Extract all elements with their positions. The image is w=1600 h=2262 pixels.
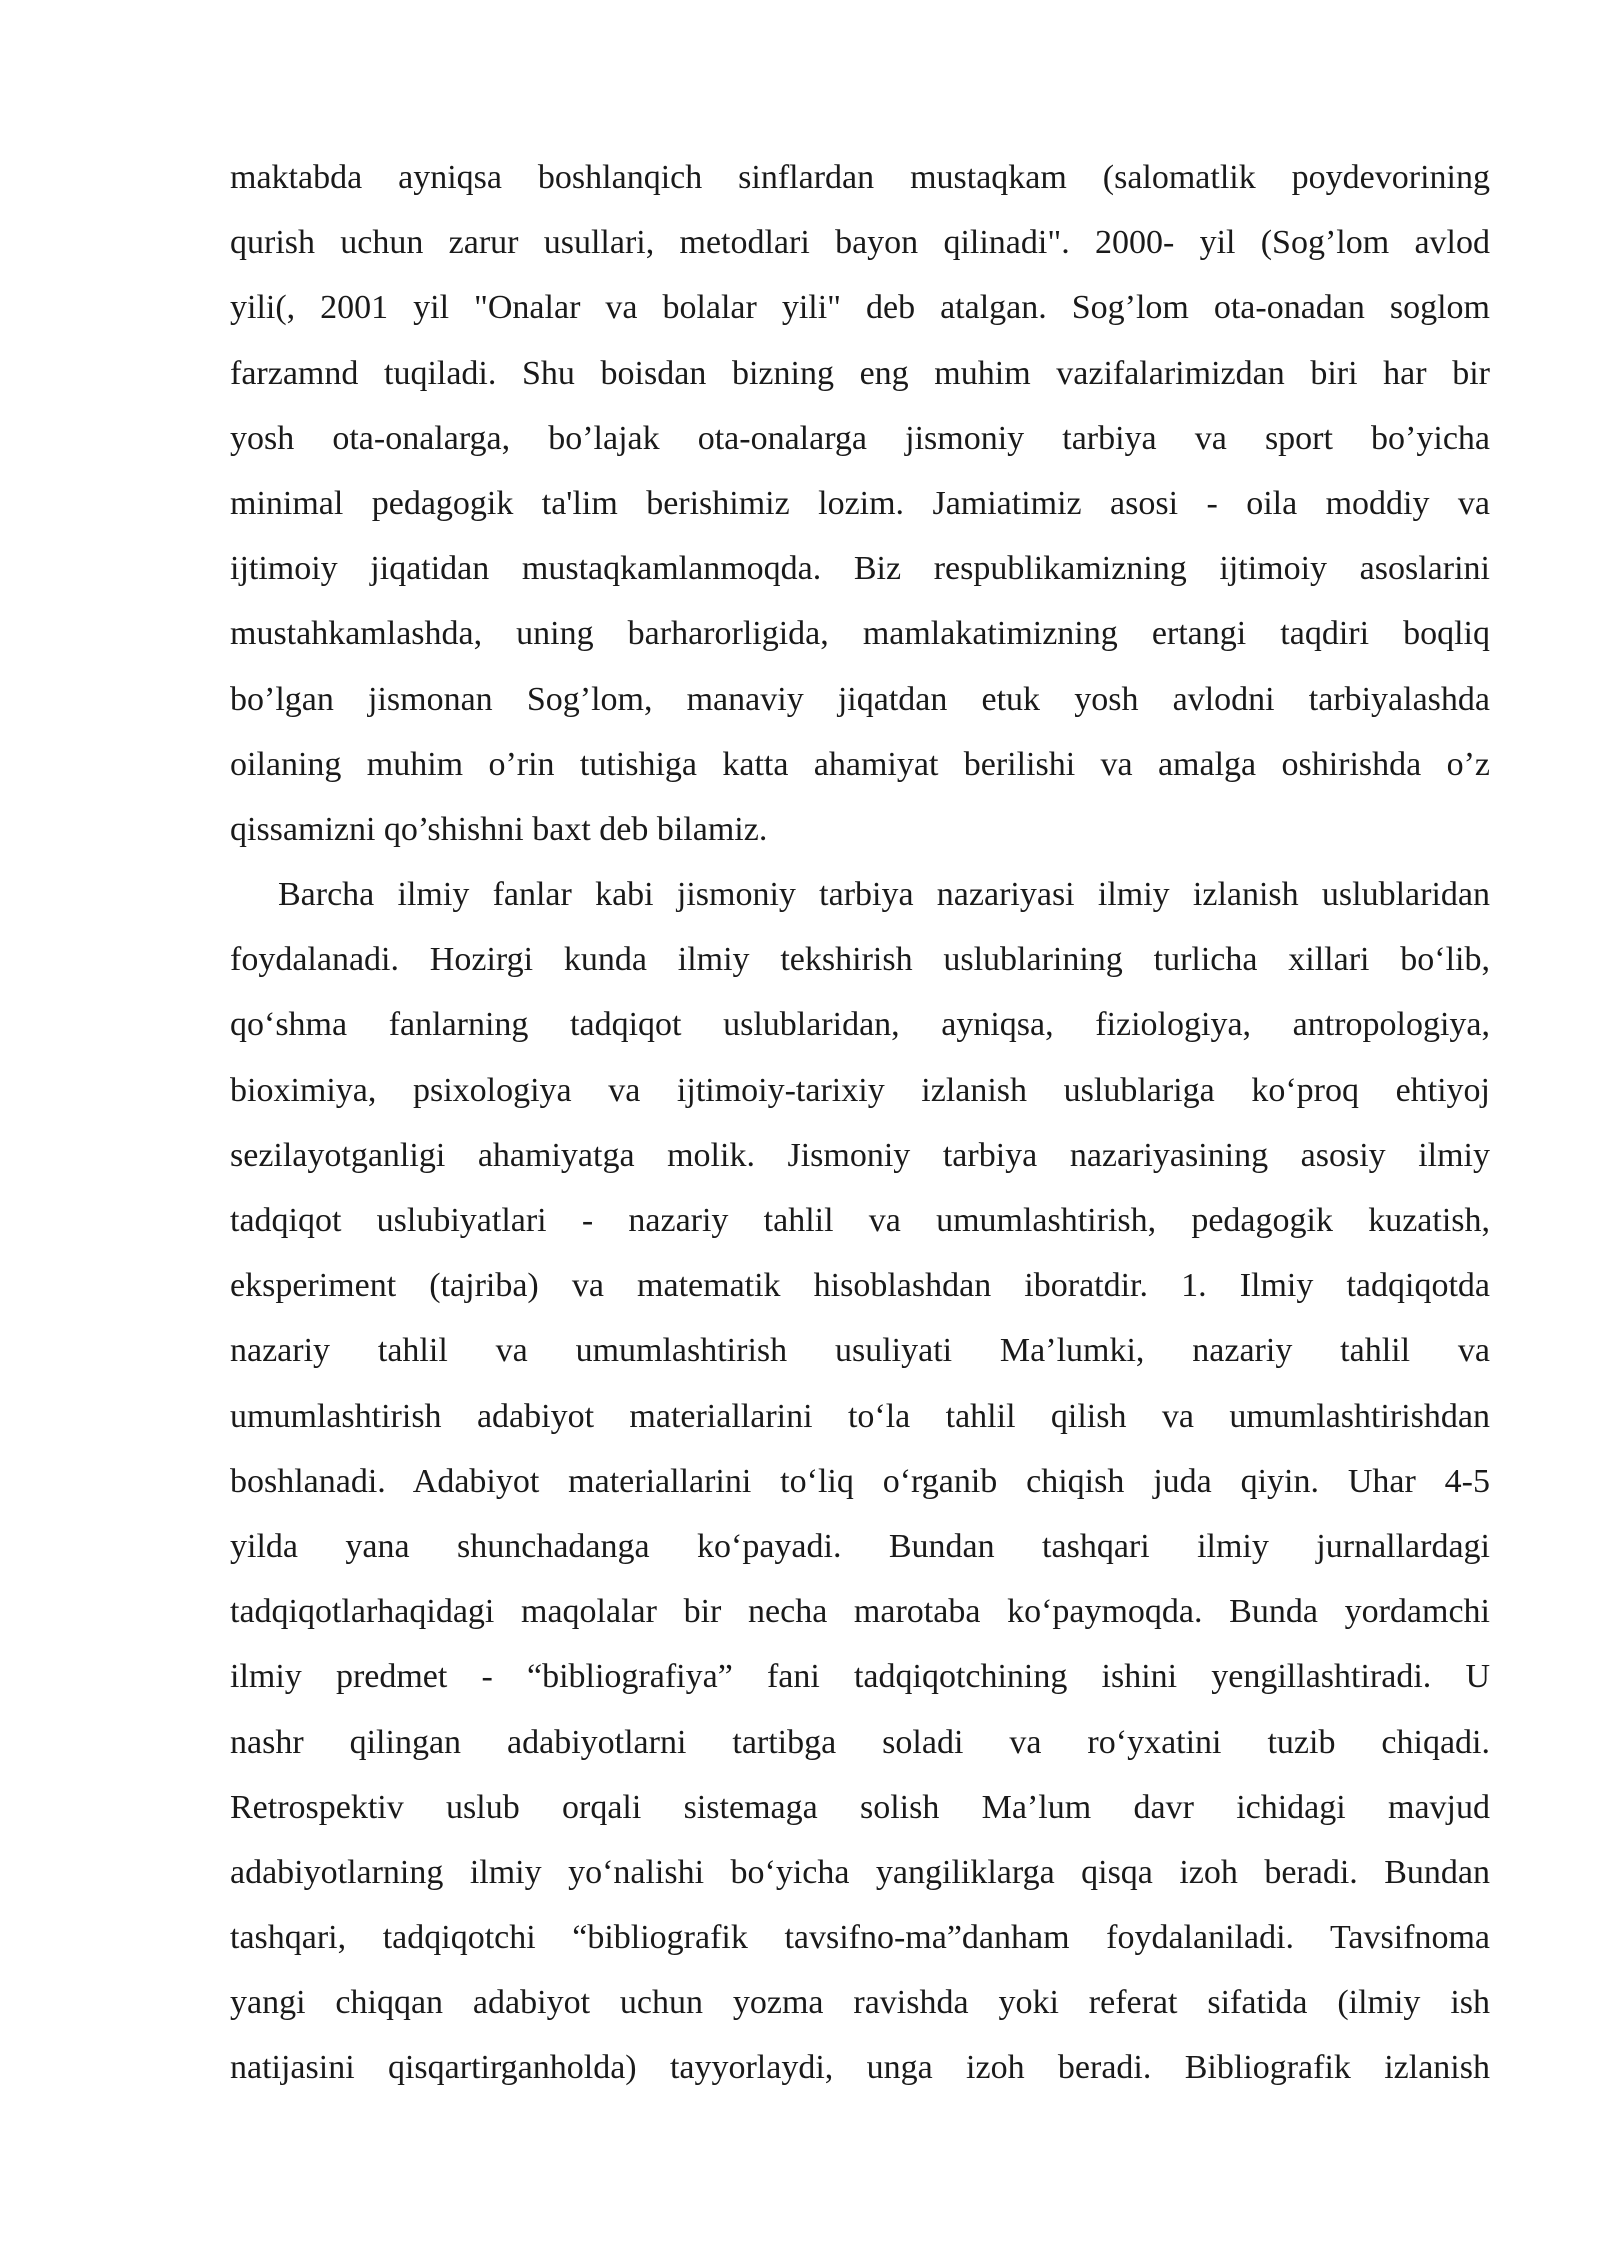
text-line: nazariy tahlil va umumlashtirish usuliyati Ma’lumki, nazariy tahlil va: [230, 1332, 1490, 1370]
text-line: foydalanadi. Hozirgi kunda ilmiy tekshirish uslublarining turlicha xillari bo‘lib,: [230, 941, 1490, 979]
text-line: tadqiqotlarhaqidagi maqolalar bir necha marotaba ko‘paymoqda. Bunda yordamchi: [230, 1593, 1490, 1631]
text-line: adabiyotlarning ilmiy yo‘nalishi bo‘yicha yangiliklarga qisqa izoh beradi. Bundan: [230, 1853, 1490, 1891]
text-line: ilmiy predmet - “bibliografiya” fani tadqiqotchining ishini yengillashtiradi. U: [230, 1658, 1490, 1696]
text-line: yilda yana shunchadanga ko‘payadi. Bundan tashqari ilmiy jurnallardagi: [230, 1527, 1490, 1565]
text-line: oilaning muhim o’rin tutishiga katta ahamiyat berilishi va amalga oshirishda o’z: [230, 745, 1490, 783]
text-line: minimal pedagogik ta'lim berishimiz lozim. Jamiatimiz asosi - oila moddiy va: [230, 484, 1490, 522]
text-line: yangi chiqqan adabiyot uchun yozma ravishda yoki referat sifatida (ilmiy ish: [230, 1984, 1490, 2022]
text-line: farzamnd tuqiladi. Shu boisdan bizning eng muhim vazifalarimizdan biri har bir: [230, 354, 1490, 392]
text-line: ijtimoiy jiqatidan mustaqkamlanmoqda. Biz respublikamizning ijtimoiy asoslarini: [230, 550, 1490, 588]
text-line: yosh ota-onalarga, bo’lajak ota-onalarga jismoniy tarbiya va sport bo’yicha: [230, 419, 1490, 457]
text-line: umumlashtirish adabiyot materiallarini to‘la tahlil qilish va umumlashtirishdan: [230, 1397, 1490, 1435]
text-line: tashqari, tadqiqotchi “bibliografik tavsifno-ma”danham foydalaniladi. Tavsifnoma: [230, 1919, 1490, 1957]
paragraph-1: [230, 145, 1490, 862]
text-line: bioximiya, psixologiya va ijtimoiy-tarixiy izlanish uslublariga ko‘proq ehtiyoj: [230, 1071, 1490, 1109]
text-line: bo’lgan jismonan Sog’lom, manaviy jiqatdan etuk yosh avlodni tarbiyalashda: [230, 680, 1490, 718]
text-line: mustahkamlashda, uning barharorligida, mamlakatimizning ertangi taqdiri boqliq: [230, 615, 1490, 653]
text-line: eksperiment (tajriba) va matematik hisoblashdan iboratdir. 1. Ilmiy tadqiqotda: [230, 1267, 1490, 1305]
text-line: maktabda ayniqsa boshlanqich sinflardan mustaqkam (salomatlik poydevorining: [230, 159, 1490, 196]
text-line: qurish uchun zarur usullari, metodlari bayon qilinadi". 2000- yil (Sog’lom avlod: [230, 224, 1490, 262]
text-line: Barcha ilmiy fanlar kabi jismoniy tarbiya nazariyasi ilmiy izlanish uslublaridan: [278, 876, 1490, 914]
text-line: sezilayotganligi ahamiyatga molik. Jismoniy tarbiya nazariyasining asosiy ilmiy: [230, 1136, 1490, 1174]
body-text: [230, 145, 1490, 2101]
text-line: tadqiqot uslubiyatlari - nazariy tahlil va umumlashtirish, pedagogik kuzatish,: [230, 1202, 1490, 1239]
text-line: qissamizni qo’shishni baxt deb bilamiz.: [230, 810, 768, 848]
text-line: boshlanadi. Adabiyot materiallarini to‘liq o‘rganib chiqish juda qiyin. Uhar 4-5: [230, 1462, 1490, 1500]
text-line: Retrospektiv uslub orqali sistemaga solish Ma’lum davr ichidagi mavjud: [230, 1788, 1490, 1826]
text-line: nashr qilingan adabiyotlarni tartibga soladi va ro‘yxatini tuzib chiqadi.: [230, 1723, 1490, 1761]
paragraph-2: [230, 862, 1490, 2101]
text-line: natijasini qisqartirganholda) tayyorlaydi, unga izoh beradi. Bibliografik izlanish: [230, 2049, 1490, 2087]
text-line: qo‘shma fanlarning tadqiqot uslublaridan, ayniqsa, fiziologiya, antropologiya,: [230, 1006, 1490, 1044]
text-line: yili(, 2001 yil "Onalar va bolalar yili" deb atalgan. Sog’lom ota-onadan soglom: [230, 289, 1490, 327]
